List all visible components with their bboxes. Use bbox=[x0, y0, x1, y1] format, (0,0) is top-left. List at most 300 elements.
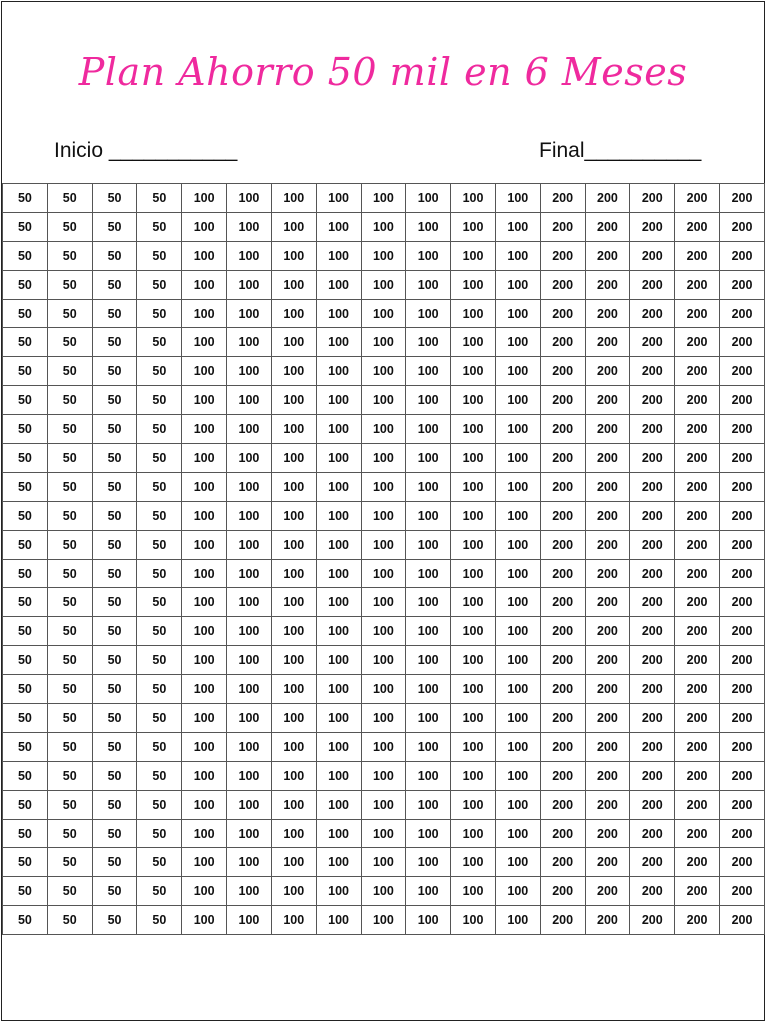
savings-cell[interactable]: 100 bbox=[361, 415, 406, 444]
savings-cell[interactable]: 200 bbox=[675, 848, 720, 877]
savings-cell[interactable]: 200 bbox=[540, 212, 585, 241]
savings-cell[interactable]: 200 bbox=[675, 270, 720, 299]
savings-cell[interactable]: 50 bbox=[92, 501, 137, 530]
savings-cell[interactable]: 100 bbox=[495, 299, 540, 328]
savings-cell[interactable]: 100 bbox=[227, 501, 272, 530]
savings-cell[interactable]: 200 bbox=[585, 472, 630, 501]
savings-cell[interactable]: 50 bbox=[92, 704, 137, 733]
savings-cell[interactable]: 200 bbox=[720, 530, 765, 559]
savings-cell[interactable]: 200 bbox=[585, 241, 630, 270]
savings-cell[interactable]: 100 bbox=[182, 415, 227, 444]
savings-cell[interactable]: 100 bbox=[271, 530, 316, 559]
savings-cell[interactable]: 100 bbox=[361, 617, 406, 646]
savings-cell[interactable]: 100 bbox=[316, 472, 361, 501]
savings-cell[interactable]: 200 bbox=[630, 646, 675, 675]
savings-cell[interactable]: 50 bbox=[3, 386, 48, 415]
savings-cell[interactable]: 100 bbox=[316, 588, 361, 617]
savings-cell[interactable]: 100 bbox=[271, 732, 316, 761]
savings-cell[interactable]: 100 bbox=[451, 588, 496, 617]
savings-cell[interactable]: 200 bbox=[675, 184, 720, 213]
savings-cell[interactable]: 200 bbox=[585, 184, 630, 213]
savings-cell[interactable]: 100 bbox=[227, 386, 272, 415]
savings-cell[interactable]: 50 bbox=[3, 530, 48, 559]
savings-cell[interactable]: 100 bbox=[316, 501, 361, 530]
savings-cell[interactable]: 100 bbox=[406, 386, 451, 415]
savings-cell[interactable]: 100 bbox=[182, 501, 227, 530]
savings-cell[interactable]: 100 bbox=[406, 328, 451, 357]
savings-cell[interactable]: 50 bbox=[137, 444, 182, 473]
savings-cell[interactable]: 50 bbox=[47, 617, 92, 646]
savings-cell[interactable]: 100 bbox=[495, 588, 540, 617]
savings-cell[interactable]: 50 bbox=[47, 328, 92, 357]
savings-cell[interactable]: 200 bbox=[540, 675, 585, 704]
savings-cell[interactable]: 200 bbox=[585, 559, 630, 588]
savings-cell[interactable]: 100 bbox=[406, 704, 451, 733]
savings-cell[interactable]: 50 bbox=[47, 732, 92, 761]
savings-cell[interactable]: 50 bbox=[3, 790, 48, 819]
savings-cell[interactable]: 50 bbox=[3, 559, 48, 588]
savings-cell[interactable]: 50 bbox=[137, 675, 182, 704]
savings-cell[interactable]: 200 bbox=[630, 732, 675, 761]
savings-cell[interactable]: 100 bbox=[361, 732, 406, 761]
savings-cell[interactable]: 100 bbox=[406, 415, 451, 444]
savings-cell[interactable]: 100 bbox=[361, 761, 406, 790]
savings-cell[interactable]: 50 bbox=[47, 877, 92, 906]
savings-cell[interactable]: 100 bbox=[271, 790, 316, 819]
savings-cell[interactable]: 100 bbox=[406, 906, 451, 935]
savings-cell[interactable]: 50 bbox=[3, 299, 48, 328]
savings-cell[interactable]: 100 bbox=[271, 819, 316, 848]
savings-cell[interactable]: 100 bbox=[271, 906, 316, 935]
savings-cell[interactable]: 200 bbox=[540, 530, 585, 559]
savings-cell[interactable]: 200 bbox=[585, 675, 630, 704]
savings-cell[interactable]: 200 bbox=[540, 877, 585, 906]
savings-cell[interactable]: 100 bbox=[495, 530, 540, 559]
savings-cell[interactable]: 50 bbox=[137, 704, 182, 733]
savings-cell[interactable]: 50 bbox=[92, 877, 137, 906]
savings-cell[interactable]: 200 bbox=[675, 357, 720, 386]
savings-cell[interactable]: 50 bbox=[3, 472, 48, 501]
savings-cell[interactable]: 200 bbox=[630, 790, 675, 819]
savings-cell[interactable]: 200 bbox=[630, 415, 675, 444]
savings-cell[interactable]: 50 bbox=[47, 444, 92, 473]
savings-cell[interactable]: 50 bbox=[92, 357, 137, 386]
savings-cell[interactable]: 100 bbox=[451, 617, 496, 646]
savings-cell[interactable]: 100 bbox=[182, 299, 227, 328]
savings-cell[interactable]: 200 bbox=[630, 819, 675, 848]
savings-cell[interactable]: 50 bbox=[47, 241, 92, 270]
savings-cell[interactable]: 200 bbox=[675, 501, 720, 530]
savings-cell[interactable]: 100 bbox=[271, 328, 316, 357]
savings-cell[interactable]: 100 bbox=[271, 270, 316, 299]
savings-cell[interactable]: 100 bbox=[406, 444, 451, 473]
savings-cell[interactable]: 50 bbox=[92, 472, 137, 501]
savings-cell[interactable]: 100 bbox=[406, 848, 451, 877]
savings-cell[interactable]: 100 bbox=[406, 299, 451, 328]
savings-cell[interactable]: 100 bbox=[451, 761, 496, 790]
savings-cell[interactable]: 100 bbox=[182, 241, 227, 270]
savings-cell[interactable]: 100 bbox=[361, 588, 406, 617]
savings-cell[interactable]: 50 bbox=[47, 472, 92, 501]
savings-cell[interactable]: 50 bbox=[92, 415, 137, 444]
savings-cell[interactable]: 100 bbox=[451, 328, 496, 357]
savings-cell[interactable]: 50 bbox=[3, 819, 48, 848]
savings-cell[interactable]: 200 bbox=[720, 212, 765, 241]
savings-cell[interactable]: 50 bbox=[92, 270, 137, 299]
savings-cell[interactable]: 200 bbox=[540, 819, 585, 848]
savings-cell[interactable]: 100 bbox=[495, 906, 540, 935]
savings-cell[interactable]: 100 bbox=[361, 675, 406, 704]
savings-cell[interactable]: 200 bbox=[585, 328, 630, 357]
savings-cell[interactable]: 100 bbox=[271, 761, 316, 790]
savings-cell[interactable]: 100 bbox=[271, 617, 316, 646]
savings-cell[interactable]: 100 bbox=[227, 415, 272, 444]
savings-cell[interactable]: 100 bbox=[316, 646, 361, 675]
savings-cell[interactable]: 100 bbox=[495, 732, 540, 761]
savings-cell[interactable]: 200 bbox=[675, 790, 720, 819]
savings-cell[interactable]: 50 bbox=[137, 530, 182, 559]
savings-cell[interactable]: 100 bbox=[361, 646, 406, 675]
savings-cell[interactable]: 50 bbox=[137, 819, 182, 848]
savings-cell[interactable]: 100 bbox=[406, 501, 451, 530]
savings-cell[interactable]: 100 bbox=[316, 386, 361, 415]
savings-cell[interactable]: 50 bbox=[137, 646, 182, 675]
savings-cell[interactable]: 50 bbox=[92, 328, 137, 357]
savings-cell[interactable]: 50 bbox=[47, 761, 92, 790]
savings-cell[interactable]: 50 bbox=[92, 299, 137, 328]
savings-cell[interactable]: 100 bbox=[361, 501, 406, 530]
savings-cell[interactable]: 50 bbox=[3, 848, 48, 877]
savings-cell[interactable]: 200 bbox=[630, 270, 675, 299]
savings-cell[interactable]: 100 bbox=[406, 675, 451, 704]
savings-cell[interactable]: 50 bbox=[47, 415, 92, 444]
savings-cell[interactable]: 50 bbox=[137, 617, 182, 646]
savings-cell[interactable]: 200 bbox=[630, 704, 675, 733]
savings-cell[interactable]: 100 bbox=[361, 386, 406, 415]
savings-cell[interactable]: 200 bbox=[630, 241, 675, 270]
savings-cell[interactable]: 200 bbox=[585, 444, 630, 473]
savings-cell[interactable]: 100 bbox=[316, 357, 361, 386]
savings-cell[interactable]: 200 bbox=[675, 299, 720, 328]
savings-cell[interactable]: 100 bbox=[451, 559, 496, 588]
savings-cell[interactable]: 200 bbox=[675, 819, 720, 848]
savings-cell[interactable]: 200 bbox=[540, 328, 585, 357]
savings-cell[interactable]: 50 bbox=[47, 675, 92, 704]
savings-cell[interactable]: 100 bbox=[451, 472, 496, 501]
savings-cell[interactable]: 100 bbox=[271, 299, 316, 328]
savings-cell[interactable]: 100 bbox=[182, 761, 227, 790]
savings-cell[interactable]: 100 bbox=[406, 761, 451, 790]
savings-cell[interactable]: 200 bbox=[540, 848, 585, 877]
savings-cell[interactable]: 200 bbox=[675, 675, 720, 704]
savings-cell[interactable]: 100 bbox=[182, 732, 227, 761]
savings-cell[interactable]: 200 bbox=[630, 559, 675, 588]
savings-cell[interactable]: 100 bbox=[316, 444, 361, 473]
savings-cell[interactable]: 100 bbox=[495, 270, 540, 299]
savings-cell[interactable]: 200 bbox=[540, 646, 585, 675]
savings-cell[interactable]: 100 bbox=[406, 559, 451, 588]
savings-cell[interactable]: 200 bbox=[540, 184, 585, 213]
savings-cell[interactable]: 200 bbox=[540, 704, 585, 733]
savings-cell[interactable]: 100 bbox=[361, 241, 406, 270]
savings-cell[interactable]: 100 bbox=[227, 444, 272, 473]
savings-cell[interactable]: 100 bbox=[182, 617, 227, 646]
savings-cell[interactable]: 200 bbox=[675, 877, 720, 906]
savings-cell[interactable]: 100 bbox=[451, 241, 496, 270]
savings-cell[interactable]: 200 bbox=[585, 704, 630, 733]
savings-cell[interactable]: 100 bbox=[316, 270, 361, 299]
savings-cell[interactable]: 100 bbox=[406, 790, 451, 819]
savings-cell[interactable]: 200 bbox=[585, 790, 630, 819]
savings-cell[interactable]: 200 bbox=[675, 328, 720, 357]
savings-cell[interactable]: 100 bbox=[316, 761, 361, 790]
savings-cell[interactable]: 100 bbox=[227, 819, 272, 848]
savings-cell[interactable]: 200 bbox=[540, 617, 585, 646]
savings-cell[interactable]: 200 bbox=[720, 501, 765, 530]
savings-cell[interactable]: 50 bbox=[3, 704, 48, 733]
savings-cell[interactable]: 100 bbox=[406, 241, 451, 270]
savings-cell[interactable]: 100 bbox=[451, 675, 496, 704]
savings-cell[interactable]: 100 bbox=[495, 444, 540, 473]
savings-cell[interactable]: 200 bbox=[630, 906, 675, 935]
savings-cell[interactable]: 100 bbox=[451, 877, 496, 906]
savings-cell[interactable]: 200 bbox=[675, 212, 720, 241]
savings-cell[interactable]: 100 bbox=[182, 184, 227, 213]
savings-cell[interactable]: 200 bbox=[540, 790, 585, 819]
savings-cell[interactable]: 200 bbox=[720, 819, 765, 848]
savings-cell[interactable]: 100 bbox=[271, 472, 316, 501]
savings-cell[interactable]: 100 bbox=[495, 357, 540, 386]
savings-cell[interactable]: 100 bbox=[361, 328, 406, 357]
savings-cell[interactable]: 100 bbox=[316, 877, 361, 906]
savings-cell[interactable]: 50 bbox=[3, 906, 48, 935]
savings-cell[interactable]: 100 bbox=[227, 877, 272, 906]
savings-cell[interactable]: 200 bbox=[540, 415, 585, 444]
savings-cell[interactable]: 100 bbox=[406, 732, 451, 761]
savings-cell[interactable]: 200 bbox=[630, 877, 675, 906]
savings-cell[interactable]: 100 bbox=[361, 270, 406, 299]
savings-cell[interactable]: 100 bbox=[227, 617, 272, 646]
savings-cell[interactable]: 200 bbox=[720, 848, 765, 877]
savings-cell[interactable]: 100 bbox=[182, 444, 227, 473]
savings-cell[interactable]: 100 bbox=[271, 386, 316, 415]
savings-cell[interactable]: 200 bbox=[585, 588, 630, 617]
savings-cell[interactable]: 50 bbox=[137, 877, 182, 906]
savings-cell[interactable]: 100 bbox=[316, 819, 361, 848]
savings-cell[interactable]: 50 bbox=[92, 588, 137, 617]
savings-cell[interactable]: 100 bbox=[227, 646, 272, 675]
savings-cell[interactable]: 100 bbox=[227, 184, 272, 213]
savings-cell[interactable]: 50 bbox=[92, 559, 137, 588]
savings-cell[interactable]: 100 bbox=[227, 848, 272, 877]
savings-cell[interactable]: 100 bbox=[182, 675, 227, 704]
savings-cell[interactable]: 100 bbox=[182, 386, 227, 415]
savings-cell[interactable]: 100 bbox=[182, 212, 227, 241]
savings-cell[interactable]: 100 bbox=[316, 559, 361, 588]
savings-cell[interactable]: 100 bbox=[271, 877, 316, 906]
savings-cell[interactable]: 200 bbox=[585, 819, 630, 848]
savings-cell[interactable]: 200 bbox=[540, 270, 585, 299]
savings-cell[interactable]: 50 bbox=[3, 877, 48, 906]
savings-cell[interactable]: 100 bbox=[451, 530, 496, 559]
savings-cell[interactable]: 100 bbox=[451, 270, 496, 299]
savings-cell[interactable]: 200 bbox=[675, 241, 720, 270]
savings-cell[interactable]: 100 bbox=[451, 704, 496, 733]
savings-cell[interactable]: 50 bbox=[3, 212, 48, 241]
savings-cell[interactable]: 200 bbox=[675, 444, 720, 473]
savings-cell[interactable]: 100 bbox=[271, 559, 316, 588]
savings-cell[interactable]: 100 bbox=[182, 906, 227, 935]
savings-cell[interactable]: 100 bbox=[361, 906, 406, 935]
savings-cell[interactable]: 100 bbox=[227, 270, 272, 299]
savings-cell[interactable]: 100 bbox=[451, 819, 496, 848]
savings-cell[interactable]: 200 bbox=[720, 328, 765, 357]
savings-cell[interactable]: 100 bbox=[406, 212, 451, 241]
savings-cell[interactable]: 100 bbox=[227, 299, 272, 328]
savings-cell[interactable]: 100 bbox=[495, 328, 540, 357]
savings-cell[interactable]: 100 bbox=[495, 559, 540, 588]
savings-cell[interactable]: 50 bbox=[137, 472, 182, 501]
savings-cell[interactable]: 100 bbox=[316, 732, 361, 761]
savings-cell[interactable]: 50 bbox=[137, 415, 182, 444]
savings-cell[interactable]: 200 bbox=[630, 444, 675, 473]
savings-cell[interactable]: 100 bbox=[361, 184, 406, 213]
savings-cell[interactable]: 100 bbox=[361, 704, 406, 733]
savings-cell[interactable]: 200 bbox=[720, 588, 765, 617]
savings-cell[interactable]: 200 bbox=[585, 415, 630, 444]
savings-cell[interactable]: 200 bbox=[630, 212, 675, 241]
savings-cell[interactable]: 100 bbox=[227, 906, 272, 935]
savings-cell[interactable]: 100 bbox=[316, 328, 361, 357]
savings-cell[interactable]: 100 bbox=[495, 184, 540, 213]
savings-cell[interactable]: 50 bbox=[47, 704, 92, 733]
savings-cell[interactable]: 100 bbox=[495, 790, 540, 819]
savings-cell[interactable]: 100 bbox=[271, 646, 316, 675]
savings-cell[interactable]: 100 bbox=[227, 704, 272, 733]
savings-cell[interactable]: 100 bbox=[495, 819, 540, 848]
savings-cell[interactable]: 100 bbox=[271, 848, 316, 877]
savings-cell[interactable]: 100 bbox=[227, 675, 272, 704]
savings-cell[interactable]: 100 bbox=[227, 212, 272, 241]
savings-cell[interactable]: 100 bbox=[406, 646, 451, 675]
savings-cell[interactable]: 200 bbox=[585, 732, 630, 761]
savings-cell[interactable]: 100 bbox=[182, 877, 227, 906]
savings-cell[interactable]: 100 bbox=[271, 184, 316, 213]
savings-cell[interactable]: 100 bbox=[271, 444, 316, 473]
savings-cell[interactable]: 200 bbox=[585, 646, 630, 675]
savings-cell[interactable]: 200 bbox=[585, 357, 630, 386]
savings-cell[interactable]: 100 bbox=[271, 241, 316, 270]
savings-cell[interactable]: 50 bbox=[47, 906, 92, 935]
savings-cell[interactable]: 100 bbox=[227, 357, 272, 386]
savings-cell[interactable]: 100 bbox=[451, 357, 496, 386]
savings-cell[interactable]: 200 bbox=[630, 848, 675, 877]
savings-cell[interactable]: 200 bbox=[720, 790, 765, 819]
savings-cell[interactable]: 50 bbox=[3, 617, 48, 646]
savings-cell[interactable]: 50 bbox=[3, 357, 48, 386]
savings-cell[interactable]: 100 bbox=[451, 444, 496, 473]
savings-cell[interactable]: 100 bbox=[361, 444, 406, 473]
savings-cell[interactable]: 50 bbox=[92, 444, 137, 473]
savings-cell[interactable]: 50 bbox=[92, 184, 137, 213]
savings-cell[interactable]: 200 bbox=[630, 357, 675, 386]
savings-cell[interactable]: 50 bbox=[137, 848, 182, 877]
savings-cell[interactable]: 200 bbox=[540, 472, 585, 501]
savings-cell[interactable]: 200 bbox=[540, 559, 585, 588]
savings-cell[interactable]: 50 bbox=[92, 617, 137, 646]
savings-cell[interactable]: 100 bbox=[227, 328, 272, 357]
savings-cell[interactable]: 100 bbox=[361, 559, 406, 588]
savings-cell[interactable]: 200 bbox=[585, 270, 630, 299]
savings-cell[interactable]: 200 bbox=[675, 530, 720, 559]
savings-cell[interactable]: 100 bbox=[451, 906, 496, 935]
savings-cell[interactable]: 200 bbox=[720, 761, 765, 790]
savings-cell[interactable]: 200 bbox=[675, 386, 720, 415]
savings-cell[interactable]: 100 bbox=[495, 704, 540, 733]
savings-cell[interactable]: 50 bbox=[47, 212, 92, 241]
savings-cell[interactable]: 200 bbox=[540, 444, 585, 473]
savings-cell[interactable]: 50 bbox=[47, 299, 92, 328]
savings-cell[interactable]: 100 bbox=[182, 704, 227, 733]
savings-cell[interactable]: 100 bbox=[495, 646, 540, 675]
savings-cell[interactable]: 100 bbox=[182, 848, 227, 877]
savings-cell[interactable]: 200 bbox=[675, 761, 720, 790]
savings-cell[interactable]: 100 bbox=[406, 472, 451, 501]
savings-cell[interactable]: 200 bbox=[630, 184, 675, 213]
savings-cell[interactable]: 50 bbox=[3, 732, 48, 761]
savings-cell[interactable]: 200 bbox=[675, 617, 720, 646]
savings-cell[interactable]: 200 bbox=[540, 386, 585, 415]
savings-cell[interactable]: 50 bbox=[92, 646, 137, 675]
savings-cell[interactable]: 50 bbox=[92, 819, 137, 848]
savings-cell[interactable]: 50 bbox=[47, 184, 92, 213]
savings-cell[interactable]: 100 bbox=[406, 617, 451, 646]
savings-cell[interactable]: 200 bbox=[630, 386, 675, 415]
savings-cell[interactable]: 100 bbox=[406, 530, 451, 559]
savings-cell[interactable]: 100 bbox=[316, 212, 361, 241]
savings-cell[interactable]: 50 bbox=[47, 588, 92, 617]
savings-cell[interactable]: 50 bbox=[137, 501, 182, 530]
savings-cell[interactable]: 100 bbox=[182, 357, 227, 386]
savings-cell[interactable]: 200 bbox=[585, 906, 630, 935]
savings-cell[interactable]: 200 bbox=[720, 617, 765, 646]
savings-cell[interactable]: 100 bbox=[361, 848, 406, 877]
savings-cell[interactable]: 200 bbox=[585, 299, 630, 328]
savings-cell[interactable]: 50 bbox=[47, 819, 92, 848]
savings-cell[interactable]: 50 bbox=[137, 184, 182, 213]
savings-cell[interactable]: 200 bbox=[675, 588, 720, 617]
savings-cell[interactable]: 50 bbox=[47, 270, 92, 299]
savings-cell[interactable]: 100 bbox=[182, 270, 227, 299]
savings-cell[interactable]: 50 bbox=[47, 848, 92, 877]
savings-cell[interactable]: 50 bbox=[137, 588, 182, 617]
savings-cell[interactable]: 100 bbox=[182, 472, 227, 501]
savings-cell[interactable]: 100 bbox=[361, 819, 406, 848]
savings-cell[interactable]: 100 bbox=[227, 761, 272, 790]
savings-cell[interactable]: 200 bbox=[630, 501, 675, 530]
savings-cell[interactable]: 100 bbox=[227, 588, 272, 617]
savings-cell[interactable]: 50 bbox=[137, 270, 182, 299]
savings-cell[interactable]: 100 bbox=[406, 588, 451, 617]
savings-cell[interactable]: 100 bbox=[361, 790, 406, 819]
savings-cell[interactable]: 200 bbox=[720, 906, 765, 935]
savings-cell[interactable]: 100 bbox=[227, 472, 272, 501]
savings-cell[interactable]: 50 bbox=[137, 761, 182, 790]
savings-cell[interactable]: 200 bbox=[585, 530, 630, 559]
savings-cell[interactable]: 100 bbox=[271, 588, 316, 617]
savings-cell[interactable]: 100 bbox=[271, 357, 316, 386]
savings-cell[interactable]: 100 bbox=[227, 530, 272, 559]
